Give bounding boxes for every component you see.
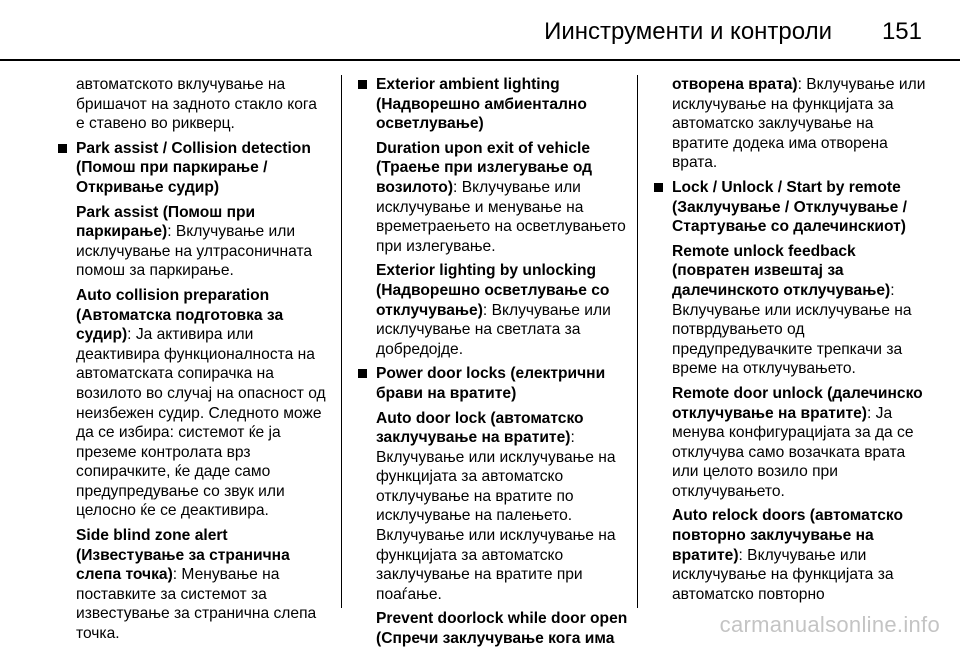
sub-item: Auto door lock (автоматско заклучување на вратите): Вклучување или исклучување на функцијата за автоматско отклучување на вратите по исклучување на палењето. Вклучување или исклучување на функцијата за автоматско заклучување на вратите при поаѓање. xyxy=(376,409,616,603)
sub-item: Remote unlock feedback (повратен извештај за далечинското отклучување): Вклучување или исклучување на потврдувањето од предупредувачките трепкачи за време на отклучувањето. xyxy=(672,242,912,378)
sub-item: Exterior lighting by unlocking (Надворешно осветлување со отклучување): Вклучување или исклучување на светлата за добредојде. xyxy=(376,262,611,358)
bullet-item xyxy=(56,139,328,644)
bullet-square-icon xyxy=(58,144,67,153)
bullet-item xyxy=(356,75,630,359)
bullet-heading: Park assist / Collision detection (Помош при паркирање / Откривање судир) xyxy=(76,139,311,196)
column-1 xyxy=(56,75,328,649)
column-divider xyxy=(341,75,342,608)
sub-item: Park assist (Помош при паркирање): Вклучување или исклучување на ултрасоничната помош за паркирање. xyxy=(76,203,313,280)
column-3 xyxy=(652,75,930,609)
sub-item: Auto relock doors (автоматско повторно заклучување на вратите): Вклучување или исклучување на функцијата за автоматско повторно xyxy=(672,507,903,603)
sub-item: Prevent doorlock while door open (Спречи заклучување кога има xyxy=(376,610,628,648)
bullet-heading: Power door locks (електрични брави на вратите) xyxy=(376,365,606,402)
column-2 xyxy=(356,75,630,654)
page-number: 151 xyxy=(881,18,922,45)
paragraph: автоматското вклучување на бришачот на задното стакло кога е ставено во рикверц. xyxy=(76,76,317,133)
header-rule xyxy=(0,59,960,61)
bullet-heading: Lock / Unlock / Start by remote (Заклучување / Отклучување / Стартување со далечинскиот) xyxy=(672,178,907,236)
bullet-square-icon xyxy=(654,183,663,192)
bullet-square-icon xyxy=(358,369,367,378)
watermark: carmanualsonline.info xyxy=(719,612,940,637)
page-header xyxy=(0,0,960,60)
sub-item: Side blind zone alert (Известување за странична слепа точка): Менување на поставките за системот за известување за странична слепа точка. xyxy=(76,527,317,643)
column-divider xyxy=(637,75,638,608)
bullet-square-icon xyxy=(358,80,367,89)
sub-item: Remote door unlock (далечинско отклучување на вратите): Ја менува конфигурацијата за да се отклучува само возачката врата или целото возило при отклучувањето. xyxy=(672,384,923,500)
sub-item: Duration upon exit of vehicle (Траење при излегување од возилото): Вклучување или исклучување и менување на времетраењето на осветлувањето при излегување. xyxy=(376,139,626,255)
paragraph: отворена врата): Вклучување или исклучување на функцијата за автоматско заклучување на вратите додека има отворена врата. xyxy=(672,76,926,172)
bullet-heading: Exterior ambient lighting (Надворешно амбиентално осветлување) xyxy=(376,76,587,133)
page-title: Иинструменти и контроли xyxy=(544,18,832,45)
sub-item: Auto collision preparation (Автоматска подготовка за судир): Ја активира или деактивира функционалноста на автоматската сопирачка на возилото во случај на опасност од неизбежен судир. Следното може да се избира: системот ќе ја преземе контролата врз сопирачките, ќе даде само предупредување со звук или целосно ќе се деактивира. xyxy=(76,286,326,520)
bullet-item xyxy=(356,364,630,648)
bullet-item xyxy=(652,178,930,604)
